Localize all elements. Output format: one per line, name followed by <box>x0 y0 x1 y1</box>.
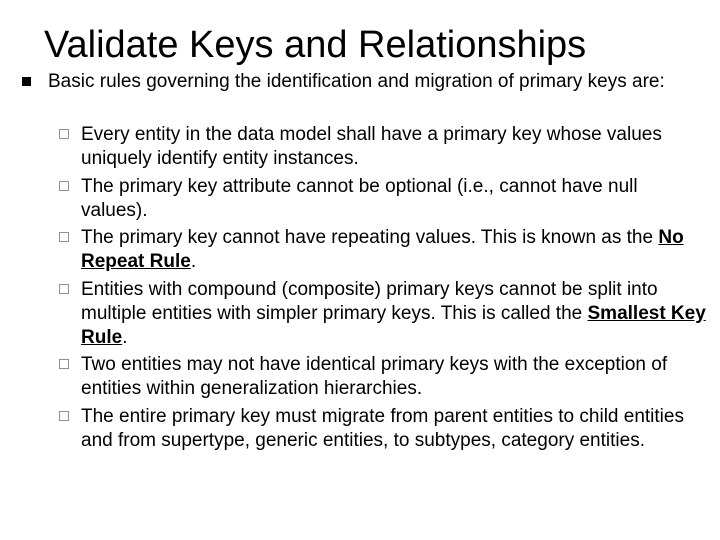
list-item <box>58 405 708 453</box>
list-item-text-end: . <box>122 326 128 348</box>
list-item-text: The primary key cannot have repeating values. This is known as the <box>81 227 659 249</box>
list-item-text: The primary key attribute cannot be optional (i.e., cannot have null values). <box>81 175 638 221</box>
list-item <box>58 226 708 274</box>
checkbox-bullet-icon <box>59 232 69 242</box>
rule-name: Smallest Key Rule <box>81 302 706 348</box>
rule-list <box>58 123 708 457</box>
checkbox-bullet-icon <box>59 284 69 294</box>
list-item-text: Every entity in the data model shall have a primary key whose values uniquely identify entity instances. <box>81 124 662 169</box>
list-item-text: Two entities may not have identical primary keys with the exception of entities within generalization hierarchies. <box>81 354 668 400</box>
square-bullet-icon <box>22 77 31 86</box>
list-item <box>58 353 708 401</box>
list-item <box>58 123 708 171</box>
checkbox-bullet-icon <box>59 411 69 421</box>
rule-name: No Repeat Rule <box>81 227 684 273</box>
checkbox-bullet-icon <box>59 359 69 369</box>
intro-text: Basic rules governing the identification and migration of primary keys are: <box>48 71 665 92</box>
checkbox-bullet-icon <box>59 181 69 191</box>
checkbox-bullet-icon <box>59 129 69 139</box>
list-item-text-end: . <box>190 251 197 273</box>
list-item-text: Entities with compound (composite) primary keys cannot be split into multiple entities with simpler primary keys. This is called the <box>81 278 658 324</box>
list-item <box>58 175 708 223</box>
list-item-text: The entire primary key must migrate from parent entities to child entities and from supertype, generic entities, to subtypes, category entities. <box>81 405 684 451</box>
list-item <box>58 278 708 350</box>
slide-title: Validate Keys and Relationships <box>44 24 587 66</box>
